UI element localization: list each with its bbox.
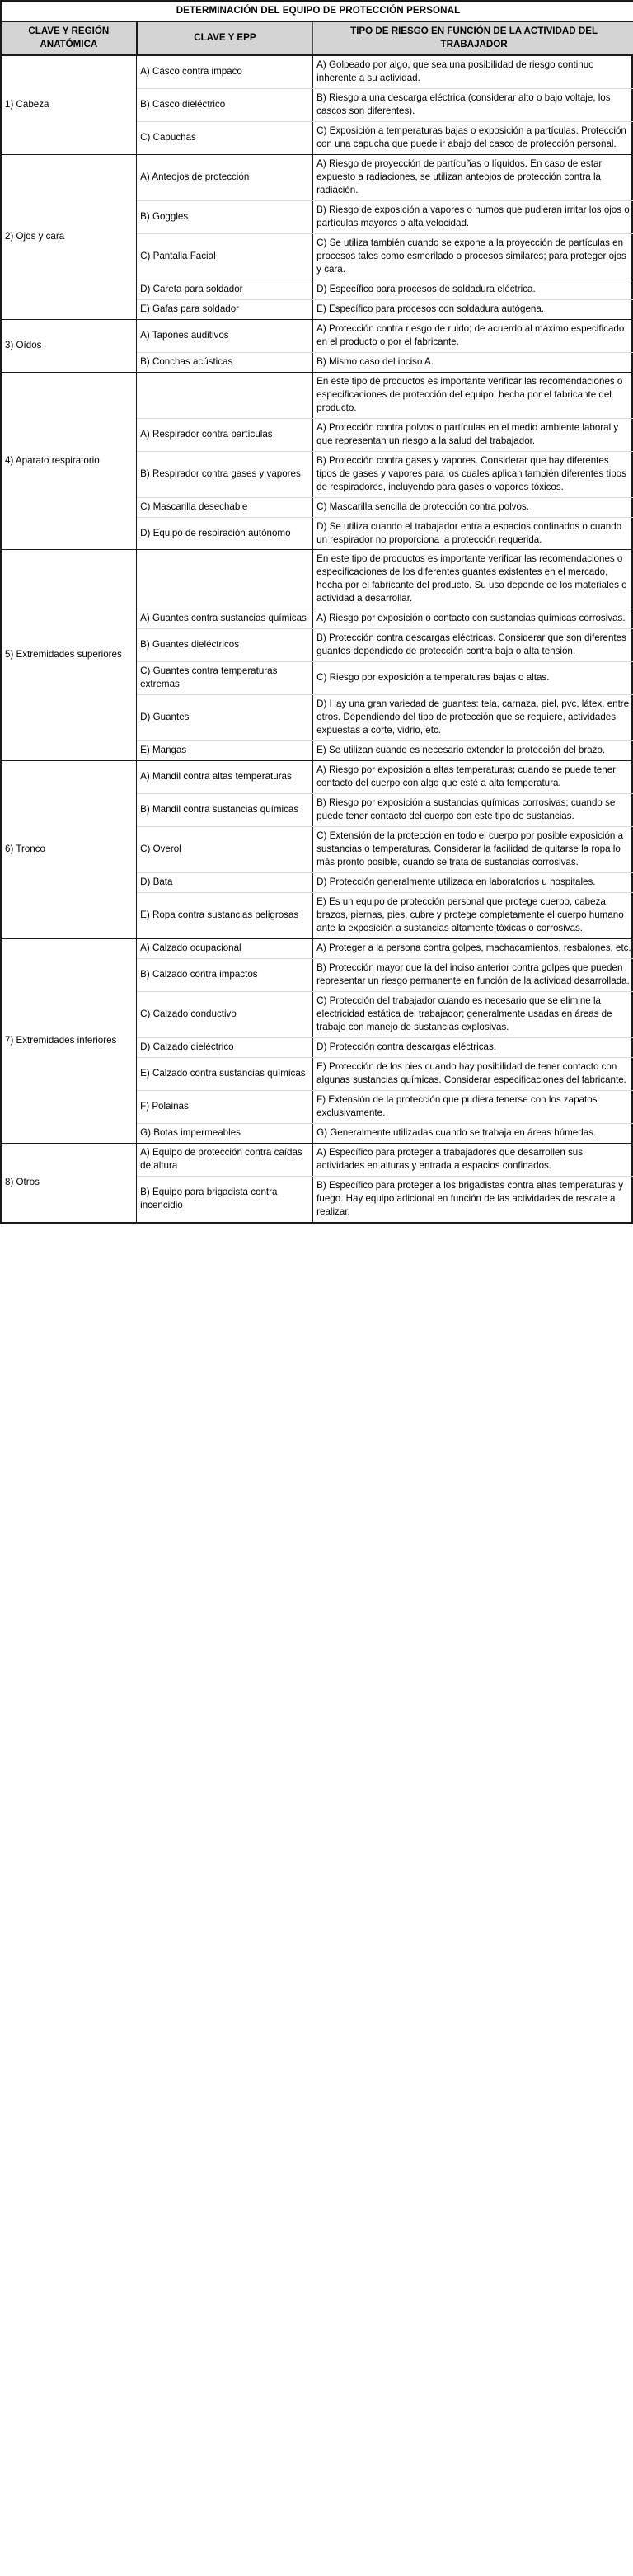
region-cell: 1) Cabeza xyxy=(2,55,137,154)
epp-cell: A) Respirador contra partículas xyxy=(137,418,313,451)
region-cell: 2) Ojos y cara xyxy=(2,154,137,319)
epp-cell: C) Mascarilla desechable xyxy=(137,497,313,517)
risk-cell: C) Riesgo por exposición a temperaturas bajas o altas. xyxy=(313,662,633,695)
epp-cell: E) Mangas xyxy=(137,741,313,761)
risk-cell: E) Se utilizan cuando es necesario extender la protección del brazo. xyxy=(313,741,633,761)
epp-cell: C) Pantalla Facial xyxy=(137,233,313,280)
epp-cell: C) Overol xyxy=(137,827,313,873)
table-row xyxy=(2,1143,633,1176)
epp-cell-empty xyxy=(137,372,313,418)
risk-cell: C) Se utiliza también cuando se expone a la proyección de partículas en procesos tales como esmerilado o procesos similares; para proteger ojos y cara. xyxy=(313,233,633,280)
risk-cell: C) Extensión de la protección en todo el cuerpo por posible exposición a sustancias o temperaturas. Considerar la facilidad de quitarse la ropa lo más pronto posible, cuando se trata de sustancias corrosivas. xyxy=(313,827,633,873)
epp-cell: G) Botas impermeables xyxy=(137,1123,313,1143)
epp-cell: A) Tapones auditivos xyxy=(137,319,313,352)
risk-cell: B) Protección contra gases y vapores. Considerar que hay diferentes tipos de gases y vapores para los cuales aplican también diferentes tipos de respiradores, incluyendo para gases o vapores tóxicos. xyxy=(313,451,633,497)
table-row xyxy=(2,550,633,609)
risk-cell: D) Hay una gran variedad de guantes: tela, carnaza, piel, pvc, látex, entre otros. Dependiendo del tipo de protección que se requiere, actividades expuestas a corte, vidrio, etc. xyxy=(313,695,633,741)
header-risk: TIPO DE RIESGO EN FUNCIÓN DE LA ACTIVIDAD DEL TRABAJADOR xyxy=(313,21,633,55)
epp-cell: B) Calzado contra impactos xyxy=(137,959,313,992)
section-note-cell: En este tipo de productos es importante verificar las recomendaciones o especificaciones de los diferentes guantes existentes en el mercado, hecha por el fabricante del producto. Su uso depende de los materiales o actividad a desarrollar. xyxy=(313,550,633,609)
table-title: DETERMINACIÓN DEL EQUIPO DE PROTECCIÓN PERSONAL xyxy=(2,2,633,21)
epp-cell: A) Equipo de protección contra caídas de altura xyxy=(137,1143,313,1176)
table-row xyxy=(2,761,633,794)
epp-table-frame xyxy=(0,0,633,1224)
epp-cell: B) Mandil contra sustancias químicas xyxy=(137,794,313,827)
epp-cell: D) Calzado dieléctrico xyxy=(137,1038,313,1058)
epp-cell: E) Calzado contra sustancias químicas xyxy=(137,1058,313,1091)
risk-cell: B) Riesgo a una descarga eléctrica (considerar alto o bajo voltaje, los cascos son diferentes). xyxy=(313,88,633,121)
determinacion-epp-table xyxy=(2,2,633,1222)
epp-cell: D) Guantes xyxy=(137,695,313,741)
risk-cell: E) Es un equipo de protección personal que protege cuerpo, cabeza, brazos, piernas, pies, cubre y protege completamente el cuerpo humano ante la exposición a sustancias altamente tóxicas o corrosivas. xyxy=(313,893,633,939)
risk-cell: F) Extensión de la protección que pudiera tenerse con los zapatos exclusivamente. xyxy=(313,1090,633,1123)
risk-cell: E) Específico para procesos con soldadura autógena. xyxy=(313,299,633,319)
risk-cell: B) Específico para proteger a los brigadistas contra altas temperaturas y fuego. Hay equipo adicional en función de las actividades de rescate a realizar. xyxy=(316,1179,623,1217)
epp-cell: B) Equipo para brigadista contra incencidio xyxy=(137,1176,313,1221)
epp-cell: B) Goggles xyxy=(137,200,313,233)
risk-cell: C) Exposición a temperaturas bajas o exposición a partículas. Protección con una capucha que puede ir abajo del casco de protección personal. xyxy=(313,121,633,154)
risk-cell: B) Protección contra descargas eléctricas. Considerar que son diferentes guantes dependiedo de protección contra baja o alta tensión. xyxy=(313,629,633,662)
region-cell: 5) Extremidades superiores xyxy=(2,550,137,761)
epp-cell: A) Mandil contra altas temperaturas xyxy=(137,761,313,794)
risk-cell: C) Mascarilla sencilla de protección contra polvos. xyxy=(313,497,633,517)
region-cell: 6) Tronco xyxy=(2,761,137,939)
risk-cell: B) Protección mayor que la del inciso anterior contra golpes que pueden representar un riesgo permanente en función de la actividad desarrollada. xyxy=(313,959,633,992)
epp-cell: E) Ropa contra sustancias peligrosas xyxy=(137,893,313,939)
risk-cell: C) Protección del trabajador cuando es necesario que se elimine la electricidad estática del trabajador; generalmente usadas en áreas de trabajo con manejo de sustancias explosivas. xyxy=(313,992,633,1038)
epp-cell: B) Conchas acústicas xyxy=(137,352,313,372)
risk-cell: A) Riesgo por exposición a altas temperaturas; cuando se puede tener contacto del cuerpo con algo que esté a alta temperatura. xyxy=(313,761,633,794)
epp-cell: C) Calzado conductivo xyxy=(137,992,313,1038)
risk-cell: A) Protección contra polvos o partículas en el medio ambiente laboral y que representan un riesgo a la salud del trabajador. xyxy=(313,418,633,451)
risk-cell: A) Protección contra riesgo de ruido; de acuerdo al máximo especificado en el producto o por el fabricante. xyxy=(313,319,633,352)
table-header xyxy=(2,2,633,55)
risk-cell: D) Se utiliza cuando el trabajador entra a espacios confinados o cuando un respirador no proporciona la protección requerida. xyxy=(313,517,633,550)
header-epp: CLAVE Y EPP xyxy=(137,21,313,55)
epp-cell: A) Anteojos de protección xyxy=(137,154,313,200)
risk-cell: G) Generalmente utilizadas cuando se trabaja en áreas húmedas. xyxy=(313,1123,633,1143)
risk-cell: D) Específico para procesos de soldadura eléctrica. xyxy=(313,280,633,299)
region-cell: 7) Extremidades inferiores xyxy=(2,939,137,1144)
risk-cell: A) Golpeado por algo, que sea una posibilidad de riesgo continuo inherente a su actividad. xyxy=(313,55,633,88)
column-header-row xyxy=(2,21,633,55)
epp-cell-empty xyxy=(137,550,313,609)
risk-cell: B) Riesgo de exposición a vapores o humos que pudieran irritar los ojos o partículas mayores o alta velocidad. xyxy=(313,200,633,233)
risk-cell: A) Riesgo de proyección de partícuñas o líquidos. En caso de estar expuesto a radiaciones, se utilizan anteojos de protección contra la radiación. xyxy=(313,154,633,200)
risk-cell: D) Protección generalmente utilizada en laboratorios u hospitales. xyxy=(313,873,633,893)
region-cell: 8) Otros xyxy=(2,1143,137,1221)
risk-cell: A) Riesgo por exposición o contacto con sustancias químicas corrosivas. xyxy=(313,609,633,629)
epp-cell: A) Guantes contra sustancias químicas xyxy=(137,609,313,629)
epp-cell: B) Guantes dieléctricos xyxy=(137,629,313,662)
epp-cell: A) Calzado ocupacional xyxy=(137,939,313,959)
header-region: CLAVE Y REGIÓN ANATÓMICA xyxy=(2,21,137,55)
risk-cell: A) Específico para proteger a trabajadores que desarrollen sus actividades en alturas y entrada a espacios confinados. xyxy=(313,1143,633,1176)
table-title-row xyxy=(2,2,633,21)
epp-cell: B) Casco dieléctrico xyxy=(137,88,313,121)
epp-cell: D) Equipo de respiración autónomo xyxy=(137,517,313,550)
epp-cell: B) Respirador contra gases y vapores xyxy=(137,451,313,497)
region-cell: 4) Aparato respiratorio xyxy=(2,372,137,550)
section-note-cell: En este tipo de productos es importante verificar las recomendaciones o especificaciones de protección del equipo, hecha por el fabricante del producto. xyxy=(313,372,633,418)
epp-cell: C) Capuchas xyxy=(137,121,313,154)
risk-cell: B) Riesgo por exposición a sustancias químicas corrosivas; cuando se puede tener contacto del cuerpo con este tipo de sustancias. xyxy=(313,794,633,827)
risk-cell: D) Protección contra descargas eléctricas. xyxy=(313,1038,633,1058)
epp-cell: C) Guantes contra temperaturas extremas xyxy=(137,662,313,695)
table-row xyxy=(2,319,633,352)
epp-cell: D) Bata xyxy=(137,873,313,893)
region-cell: 3) Oídos xyxy=(2,319,137,372)
epp-cell: F) Polainas xyxy=(137,1090,313,1123)
risk-cell: E) Protección de los pies cuando hay posibilidad de tener contacto con algunas sustancias químicas. Considerar especificaciones del fabricante. xyxy=(313,1058,633,1091)
epp-cell: A) Casco contra impaco xyxy=(137,55,313,88)
table-row xyxy=(2,55,633,88)
risk-cell: A) Proteger a la persona contra golpes, machacamientos, resbalones, etc. xyxy=(313,939,633,959)
table-body xyxy=(2,55,633,1222)
epp-cell: D) Careta para soldador xyxy=(137,280,313,299)
table-row xyxy=(2,372,633,418)
table-row xyxy=(2,154,633,200)
risk-cell: B) Mismo caso del inciso A. xyxy=(313,352,633,372)
epp-cell: E) Gafas para soldador xyxy=(137,299,313,319)
table-row xyxy=(2,939,633,959)
